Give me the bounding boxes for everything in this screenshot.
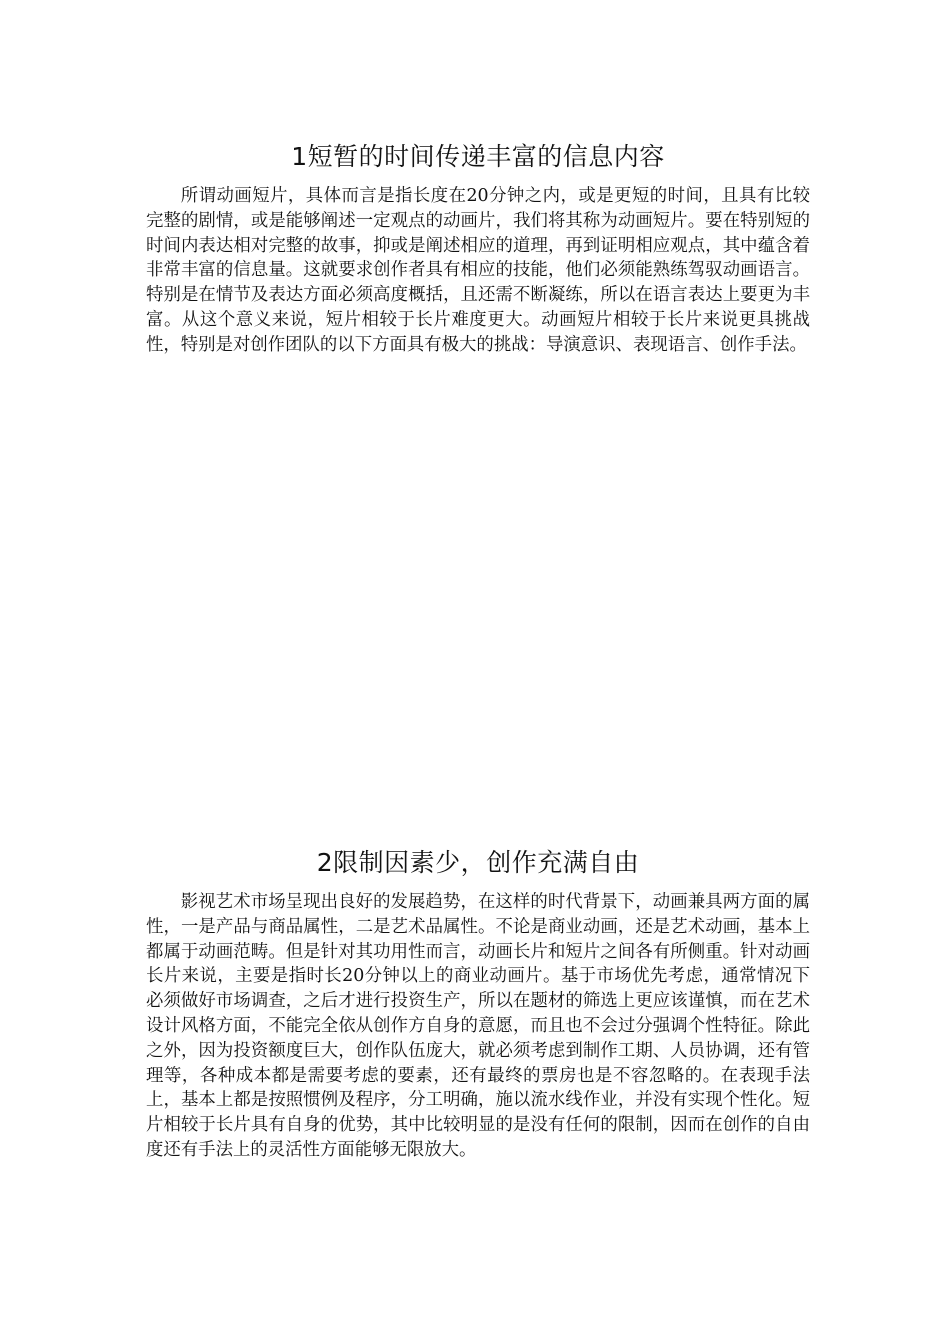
section-heading: 2限制因素少，创作充满自由 <box>316 848 640 877</box>
section-heading: 1短暂的时间传递丰富的信息内容 <box>291 142 665 171</box>
section-paragraph: 影视艺术市场呈现出良好的发展趋势，在这样的时代背景下，动画兼具两方面的属性，一是产品与商品属性，二是艺术品属性。不论是商业动画，还是艺术动画，基本上都属于动画范畴。但是针对其功用性而言，动画长片和短片之间各有所侧重。针对动画长片来说，主要是指时长20分钟以上的商业动画片。基于市场优先考虑，通常情况下必须做好市场调查，之后才进行投资生产，所以在题材的筛选上更应该谨慎，而在艺术设计风格方面，不能完全依从创作方自身的意愿，而且也不会过分强调个性特征。除此之外，因为投资额度巨大，创作队伍庞大，就必须考虑到制作工期、人员协调，还有管理等，各种成本都是需要考虑的要素，还有最终的票房也是不容忽略的。在表现手法上，基本上都是按照惯例及程序，分工明确，施以流水线作业，并没有实现个性化。短片相较于长片具有自身的优势，其中比较明显的是没有任何的限制，因而在创作的自由度还有手法上的灵活性方面能够无限放大。 <box>146 892 810 1160</box>
section-short-time-rich-info <box>146 140 810 358</box>
section-paragraph: 所谓动画短片，具体而言是指长度在20分钟之内，或是更短的时间，且具有比较完整的剧情，或是能够阐述一定观点的动画片，我们将其称为动画短片。要在特别短的时间内表达相对完整的故事，抑或是阐述相应的道理，再到证明相应观点，其中蕴含着非常丰富的信息量。这就要求创作者具有相应的技能，他们必须能熟练驾驭动画语言。特别是在情节及表达方面必须高度概括，且还需不断凝练，所以在语言表达上要更为丰富。从这个意义来说，短片相较于长片难度更大。动画短片相较于长片来说更具挑战性，特别是对创作团队的以下方面具有极大的挑战：导演意识、表现语言、创作手法。 <box>146 186 810 355</box>
section-few-restrictions-free-creation <box>146 846 810 1163</box>
